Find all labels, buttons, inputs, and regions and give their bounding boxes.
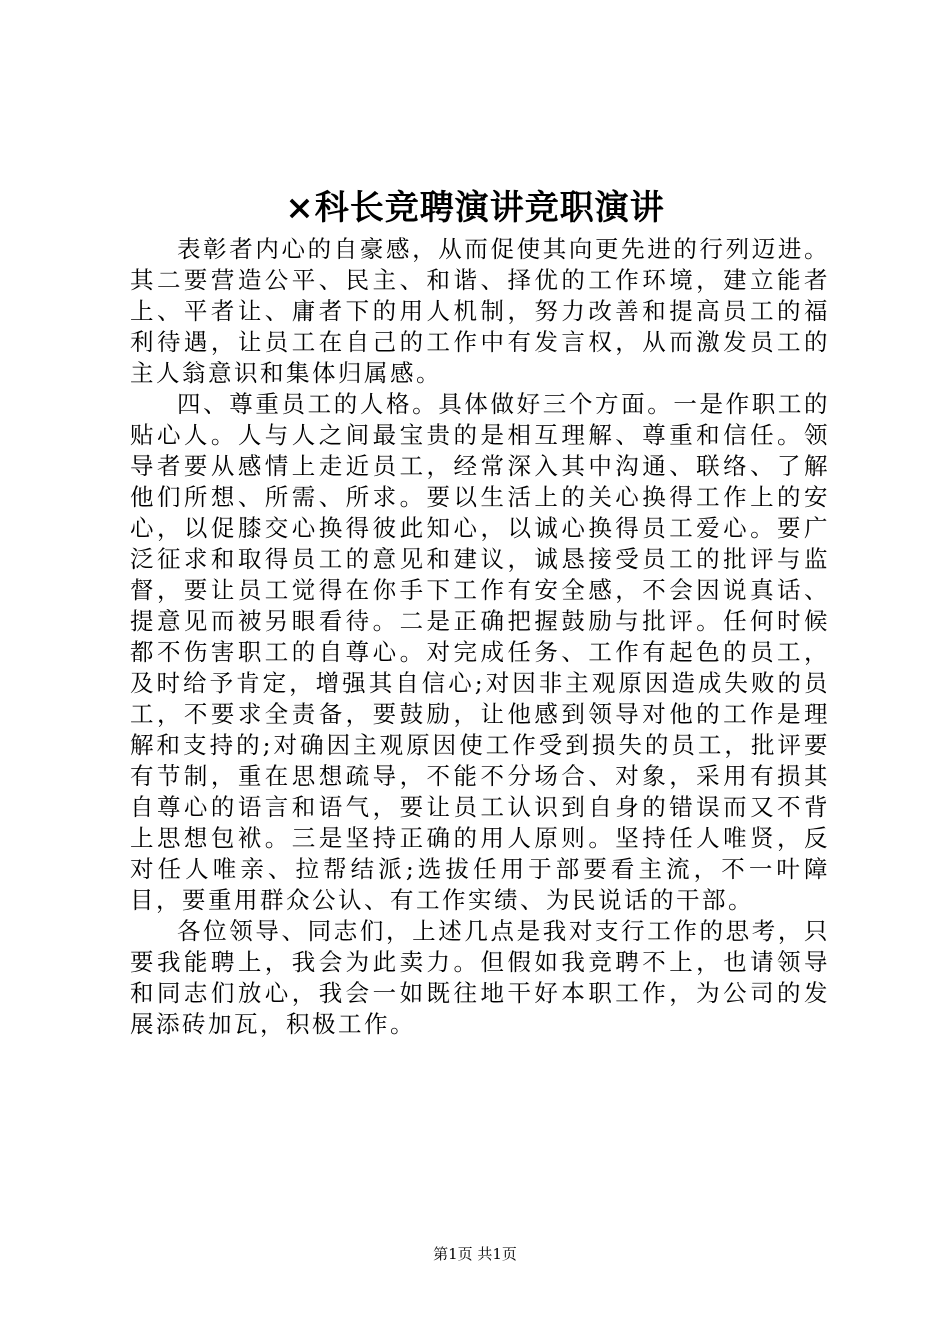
- document-body: [130, 234, 830, 1040]
- document-title: ×科长竞聘演讲竞职演讲: [285, 188, 665, 228]
- paragraph-1: 表彰者内心的自豪感，从而促使其向更先进的行列迈进。其二要营造公平、民主、和谐、择优的工作环境，建立能者上、平者让、庸者下的用人机制，努力改善和提高员工的福利待遇，让员工在自己的工作中有发言权，从而激发员工的主人翁意识和集体归属感。: [130, 235, 830, 387]
- page-number-footer: 第1页 共1页: [433, 1245, 517, 1263]
- paragraph-2: 四、尊重员工的人格。具体做好三个方面。一是作职工的贴心人。人与人之间最宝贵的是相互理解、尊重和信任。领导者要从感情上走近员工，经常深入其中沟通、联络、了解他们所想、所需、所求。要以生活上的关心换得工作上的安心，以促膝交心换得彼此知心，以诚心换得员工爱心。要广泛征求和取得员工的意见和建议，诚恳接受员工的批评与监督，要让员工觉得在你手下工作有安全感，不会因说真话、提意见而被另眼看待。二是正确把握鼓励与批评。任何时候都不伤害职工的自尊心。对完成任务、工作有起色的员工，及时给予肯定，增强其自信心;对因非主观原因造成失败的员工，不要求全责备，要鼓励，让他感到领导对他的工作是理解和支持的;对确因主观原因使工作受到损失的员工，批评要有节制，重在思想疏导，不能不分场合、对象，采用有损其自尊心的语言和语气，要让员工认识到自身的错误而又不背上思想包袱。三是坚持正确的用人原则。坚持任人唯贤，反对任人唯亲、拉帮结派;选拔任用于部要看主流，不一叶障目，要重用群众公认、有工作实绩、为民说话的干部。: [130, 390, 830, 914]
- paragraph-3: 各位领导、同志们，上述几点是我对支行工作的思考，只要我能聘上，我会为此卖力。但假如我竞聘不上，也请领导和同志们放心，我会一如既往地干好本职工作，为公司的发展添砖加瓦，积极工作。: [130, 917, 830, 1038]
